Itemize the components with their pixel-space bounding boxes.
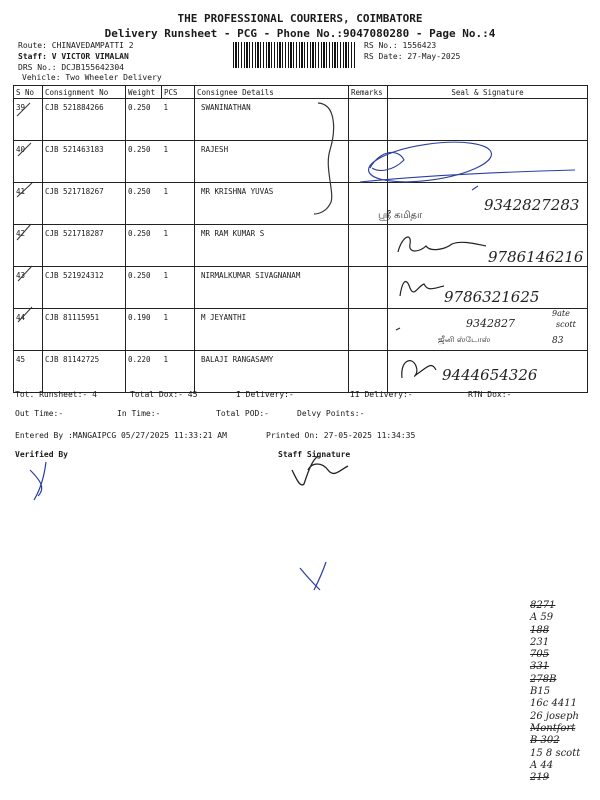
ink-mark xyxy=(396,328,400,330)
verified-by-label: Verified By xyxy=(15,450,68,459)
handwritten-note-44b: scott xyxy=(556,320,576,329)
signature-42 xyxy=(398,237,486,252)
cell-sno: 42 xyxy=(14,225,43,267)
cell-weight: 0.250 xyxy=(126,183,162,225)
total-dox: Total Dox:- 45 xyxy=(130,390,198,399)
col-consignment: Consignment No xyxy=(43,86,126,99)
delvy-points: Delvy Points:- xyxy=(297,409,365,418)
margin-note: 16c 4411 xyxy=(530,698,577,710)
margin-note: 219 xyxy=(530,772,550,784)
cell-sno: 39 xyxy=(14,99,43,141)
cell-consignment: CJB 521463183 xyxy=(43,141,126,183)
cell-consignment: CJB 521718287 xyxy=(43,225,126,267)
cell-consignment: CJB 81142725 xyxy=(43,351,126,393)
handwritten-phone-43: 9786321625 xyxy=(444,288,540,306)
handwritten-tamil-44: ஜீனி ஸ்டோஸ் xyxy=(438,335,491,344)
tick-mark xyxy=(17,103,30,116)
cell-pcs: 1 xyxy=(162,351,195,393)
out-time: Out Time:- xyxy=(15,409,64,418)
staff-label: Staff: V VICTOR VIMALAN xyxy=(18,52,129,61)
margin-note: 15 8 scott xyxy=(530,747,581,759)
cell-sno: 40 xyxy=(14,141,43,183)
cell-weight: 0.250 xyxy=(126,141,162,183)
cell-pcs: 1 xyxy=(162,309,195,351)
vehicle-label: Vehicle: Two Wheeler Delivery xyxy=(22,73,162,82)
printed-on: Printed On: 27-05-2025 11:34:35 xyxy=(266,431,416,440)
cell-consignee: MR KRISHNA YUVAS xyxy=(195,183,349,225)
cell-weight: 0.250 xyxy=(126,267,162,309)
margin-note: 705 xyxy=(530,649,550,661)
entered-by: Entered By :MANGAIPCG 05/27/2025 11:33:21 AM xyxy=(15,431,227,440)
cell-pcs: 1 xyxy=(162,183,195,225)
cell-weight: 0.190 xyxy=(126,309,162,351)
in-time: In Time:- xyxy=(117,409,161,418)
handwritten-note-44a: 9ate xyxy=(552,309,570,318)
col-remarks: Remarks xyxy=(349,86,388,99)
handwritten-num-44: 83 xyxy=(552,336,564,346)
cell-consignment: CJB 521884266 xyxy=(43,99,126,141)
margin-note: B15 xyxy=(530,686,551,698)
route-label: Route: CHINAVEDAMPATTI 2 xyxy=(18,41,134,50)
ink-stamp xyxy=(360,136,575,190)
cell-consignee: BALAJI RANGASAMY xyxy=(195,351,349,393)
ii-delivery: II Delivery:- xyxy=(350,390,413,399)
bracket-mark xyxy=(314,103,334,214)
handwritten-tamil-41: ஸ்ரீ கமிதா xyxy=(378,210,423,221)
col-signature: Seal & Signature xyxy=(388,86,588,99)
cell-sno: 44 xyxy=(14,309,43,351)
rs-date: RS Date: 27-May-2025 xyxy=(364,52,461,61)
rtn-dox: RTN Dox:- xyxy=(468,390,512,399)
i-delivery: I Delivery:- xyxy=(236,390,294,399)
staff-signature-label: Staff Signature xyxy=(278,450,351,459)
total-runsheet: Tot. Runsheet:- 4 xyxy=(15,390,97,399)
staff-signature xyxy=(292,456,348,485)
cell-consignee: NIRMALKUMAR SIVAGNANAM xyxy=(195,267,349,309)
cell-consignee: SWANINATHAN xyxy=(195,99,349,141)
handwritten-phone-42: 9786146216 xyxy=(488,248,584,266)
margin-notes xyxy=(530,600,596,784)
runsheet-title: THE PROFESSIONAL COURIERS, COIMBATORE xyxy=(177,12,423,25)
handwritten-phone-44: 9342827 xyxy=(466,317,515,330)
cell-consignee: M JEYANTHI xyxy=(195,309,349,351)
signature-43 xyxy=(400,282,444,296)
cell-pcs: 1 xyxy=(162,267,195,309)
total-pod: Total POD:- xyxy=(216,409,269,418)
tick-mark xyxy=(18,307,32,322)
margin-note: 231 xyxy=(530,636,550,648)
cell-pcs: 1 xyxy=(162,141,195,183)
signature-45 xyxy=(402,361,436,378)
margin-note: Montfort xyxy=(530,722,576,734)
margin-note: A 44 xyxy=(530,759,554,771)
margin-note: 8271 xyxy=(530,600,556,611)
cell-weight: 0.250 xyxy=(126,225,162,267)
cell-consignment: CJB 81115951 xyxy=(43,309,126,351)
cell-consignment: CJB 521924312 xyxy=(43,267,126,309)
cell-pcs: 1 xyxy=(162,225,195,267)
col-consignee: Consignee Details xyxy=(195,86,349,99)
stray-ink-mark xyxy=(300,562,326,590)
tick-mark xyxy=(18,143,31,156)
margin-note: A 59 xyxy=(530,612,554,624)
tick-mark xyxy=(17,224,31,240)
drs-number: DRS No.: DCJB155642304 xyxy=(18,63,124,72)
verified-signature xyxy=(30,462,46,500)
cell-consignment: CJB 521718267 xyxy=(43,183,126,225)
margin-note: 331 xyxy=(530,661,550,673)
cell-consignee: RAJESH xyxy=(195,141,349,183)
cell-weight: 0.250 xyxy=(126,99,162,141)
cell-sno: 43 xyxy=(14,267,43,309)
sno-tick-marks xyxy=(17,103,32,322)
col-pcs: PCS xyxy=(162,86,195,99)
runsheet-subtitle: Delivery Runsheet - PCG - Phone No.:9047080280 - Page No.:4 xyxy=(104,27,496,40)
cell-consignee: MR RAM KUMAR S xyxy=(195,225,349,267)
margin-note: B 302 xyxy=(530,735,560,747)
cell-sno: 41 xyxy=(14,183,43,225)
margin-note: 26 joseph xyxy=(530,710,579,722)
cell-weight: 0.220 xyxy=(126,351,162,393)
rs-number: RS No.: 1556423 xyxy=(364,41,437,50)
margin-note: 278B xyxy=(530,673,557,685)
margin-note: 188 xyxy=(530,624,550,636)
handwritten-phone-41: 9342827283 xyxy=(484,196,580,214)
col-sno: S No xyxy=(14,86,43,99)
cell-sno: 45 xyxy=(14,351,43,393)
col-weight: Weight xyxy=(126,86,162,99)
cell-pcs: 1 xyxy=(162,99,195,141)
tick-mark xyxy=(18,266,32,281)
tick-mark xyxy=(17,183,32,197)
handwritten-phone-45: 9444654326 xyxy=(442,366,538,384)
